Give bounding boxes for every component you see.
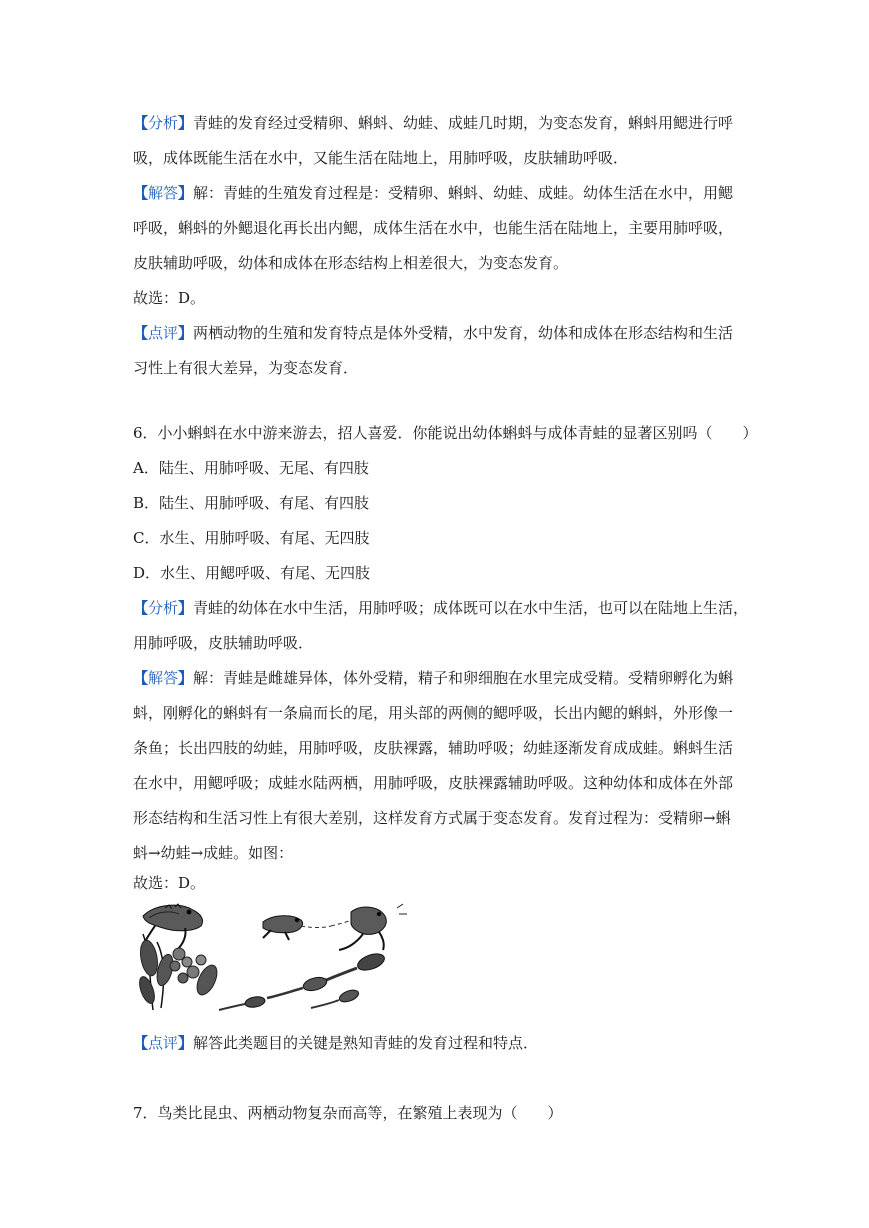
q6-option-b: B．陆生、用肺呼吸、有尾、有四肢 bbox=[133, 494, 370, 512]
frog-life-cycle-illustration bbox=[135, 898, 415, 1016]
q5-answer-line-2: 呼吸，蝌蚪的外鳃退化再长出内鳃，成体生活在水中，也能生活在陆地上，主要用肺呼吸， bbox=[133, 219, 734, 237]
q6-answer-line-1: 【解答】解：青蛙是雌雄异体，体外受精，精子和卵细胞在水里完成受精。受精卵孵化为蝌 bbox=[133, 669, 734, 687]
q5-comment-line-1: 【点评】两栖动物的生殖和发育特点是体外受精，水中发育，幼体和成体在形态结构和生活 bbox=[133, 324, 734, 342]
q5-analysis-line-1: 【分析】青蛙的发育经过受精卵、蝌蚪、幼蛙、成蛙几时期，为变态发育，蝌蚪用鳃进行呼 bbox=[133, 114, 734, 132]
q6-answer-line-2: 蚪，刚孵化的蝌蚪有一条扁而长的尾，用头部的两侧的鳃呼吸，长出内鳃的蝌蚪，外形像一 bbox=[133, 704, 734, 722]
q5-answer-line-3: 皮肤辅助呼吸，幼体和成体在形态结构上相差很大，为变态发育。 bbox=[133, 254, 569, 272]
q6-answer-line-6: 蚪→幼蛙→成蛙。如图： bbox=[133, 844, 294, 862]
q6-analysis-line-1: 【分析】青蛙的幼体在水中生活，用肺呼吸；成体既可以在水中生活，也可以在陆地上生活， bbox=[133, 599, 749, 617]
q7-question: 7．鸟类比昆虫、两栖动物复杂而高等，在繁殖上表现为（ ） bbox=[133, 1104, 563, 1122]
q6-analysis-line-2: 用肺呼吸，皮肤辅助呼吸． bbox=[133, 634, 314, 652]
q6-question: 6．小小蝌蚪在水中游来游去，招人喜爱．你能说出幼体蝌蚪与成体青蛙的显著区别吗（ ） bbox=[133, 424, 758, 442]
answer-tag: 【解答】 bbox=[133, 669, 194, 687]
q5-comment-line-2: 习性上有很大差异，为变态发育． bbox=[133, 359, 359, 377]
comment-tag: 【点评】 bbox=[133, 1034, 194, 1052]
q6-option-c: C．水生、用肺呼吸、有尾、无四肢 bbox=[133, 529, 370, 547]
q6-comment-line-1: 【点评】解答此类题目的关键是熟知青蛙的发育过程和特点． bbox=[133, 1034, 539, 1052]
comment-tag: 【点评】 bbox=[133, 324, 194, 342]
q5-answer-line-1: 【解答】解：青蛙的生殖发育过程是：受精卵、蝌蚪、幼蛙、成蛙。幼体生活在水中，用鳃 bbox=[133, 184, 734, 202]
q6-choice: 故选：D。 bbox=[133, 874, 206, 892]
q6-answer-line-3: 条鱼；长出四肢的幼蛙，用肺呼吸，皮肤裸露，辅助呼吸；幼蛙逐渐发育成成蛙。蝌蚪生活 bbox=[133, 739, 734, 757]
q6-option-d: D．水生、用鳃呼吸、有尾、无四肢 bbox=[133, 564, 371, 582]
answer-tag: 【解答】 bbox=[133, 184, 194, 202]
analysis-tag: 【分析】 bbox=[133, 599, 194, 617]
q5-analysis-line-2: 吸，成体既能生活在水中，又能生活在陆地上，用肺呼吸，皮肤辅助呼吸． bbox=[133, 149, 629, 167]
analysis-tag: 【分析】 bbox=[133, 114, 194, 132]
q6-answer-line-5: 形态结构和生活习性上有很大差别，这样发育方式属于变态发育。发育过程为：受精卵→蝌 bbox=[133, 809, 731, 827]
q6-answer-line-4: 在水中，用鳃呼吸；成蛙水陆两栖，用肺呼吸，皮肤裸露辅助呼吸。这种幼体和成体在外部 bbox=[133, 774, 734, 792]
q6-option-a: A．陆生、用肺呼吸、无尾、有四肢 bbox=[133, 459, 369, 477]
q5-choice: 故选：D。 bbox=[133, 289, 206, 307]
